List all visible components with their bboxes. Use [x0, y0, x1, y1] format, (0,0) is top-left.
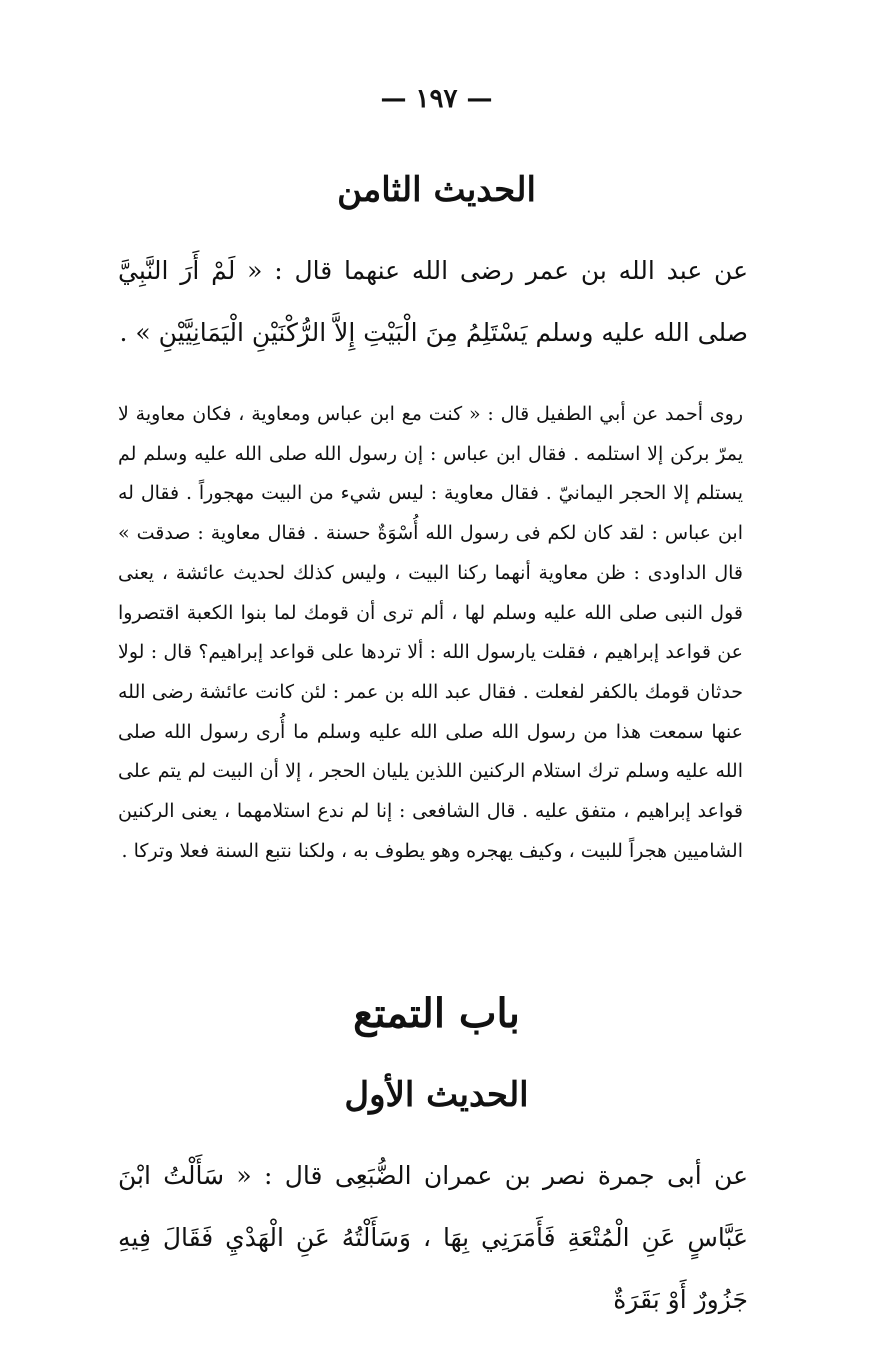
- hadith-text-2: عن أبى جمرة نصر بن عمران الضُّبَعِى قال : « سَأَلْتُ ابْنَ عَبَّاسٍ عَنِ الْمُتْعَةِ فَأَمَرَنِي بِهَا ، وَسَأَلْتُهُ عَنِ الْهَدْيِ فَقَالَ فِيهِ جَزُورٌ أَوْ بَقَرَةٌ: [118, 1161, 748, 1314]
- page-number: — ١٩٧ —: [380, 84, 493, 114]
- chapter-title: باب التمتع: [353, 990, 520, 1037]
- hadith-heading-2: الحديث الأول: [344, 1075, 529, 1115]
- hadith-text: عن عبد الله بن عمر رضى الله عنهما قال : « لَمْ أَرَ النَّبِيَّ صلى الله عليه وسلم يَسْتَلِمُ مِنَ الْبَيْتِ إِلاَّ الرُّكْنَيْنِ الْيَمَانِيَّيْنِ » .: [118, 256, 748, 347]
- commentary-paragraph: روى أحمد عن أبي الطفيل قال : « كنت مع ابن عباس ومعاوية ، فكان معاوية لا يمرّ بركن إلا استلمه . فقال ابن عباس : إن رسول الله صلى الله عليه وسلم لم يستلم إلا الحجر اليمانيّ . فقال معاوية : ليس شيء من البيت مهجوراً . فقال له ابن عباس : لقد كان لكم فى رسول الله أُسْوَةٌ حسنة . فقال معاوية : صدقت » قال الداودى : ظن معاوية أنهما ركنا البيت ، وليس كذلك لحديث عائشة ، يعنى قول النبى صلى الله عليه وسلم لها ، ألم ترى أن قومك لما بنوا الكعبة اقتصروا عن قواعد إبراهيم ، فقلت يارسول الله : ألا تردها على قواعد إبراهيم؟ قال : لولا حدثان قومك بالكفر لفعلت . فقال عبد الله بن عمر : لئن كانت عائشة رضى الله عنها سمعت هذا من رسول الله صلى الله عليه وسلم ما أُرى رسول الله صلى الله عليه وسلم ترك استلام الركنين اللذين يليان الحجر ، إلا أن البيت لم يتم على قواعد إبراهيم ، متفق عليه . قال الشافعى : إنا لم ندع استلامهما ، يعنى الركنين الشاميين هجراً للبيت ، وكيف يهجره وهو يطوف به ، ولكنا نتبع السنة فعلا وتركا .: [118, 403, 743, 862]
- hadith-heading: الحديث الثامن: [337, 170, 536, 210]
